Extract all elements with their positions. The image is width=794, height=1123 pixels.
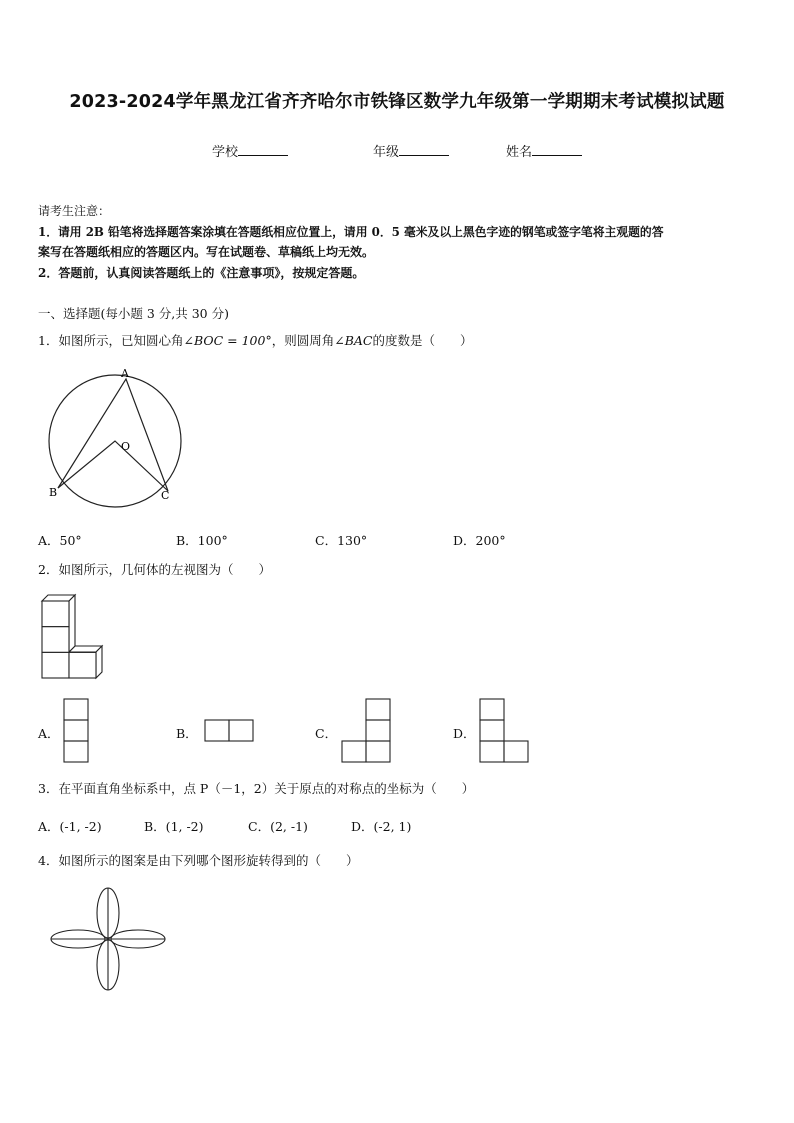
notice-line-2: 2．答题前，认真阅读答题纸上的《注意事项》，按规定答题。 — [38, 266, 365, 280]
question-2: 2．如图所示，几何体的左视图为（ ） — [38, 562, 271, 577]
question-4: 4．如图所示的图案是由下列哪个图形旋转得到的（ ） — [38, 853, 359, 868]
q1-angle-boc: ∠BOC = 100° — [183, 333, 272, 348]
name-label: 姓名 — [506, 145, 533, 160]
q1-prefix: 1．如图所示，已知圆心角 — [38, 333, 184, 348]
q1-label-b: B — [49, 486, 58, 499]
question-3: 3．在平面直角坐标系中，点 P（－1，2）关于原点的对称点的坐标为（ ） — [38, 781, 475, 796]
q3-option-b: B．(1, -2) — [144, 819, 204, 834]
q1-option-b: B．100° — [176, 533, 228, 548]
q1-label-c: C — [161, 489, 170, 502]
q1-label-a: A — [121, 367, 129, 380]
q2-option-b-label: B． — [176, 726, 198, 741]
q1-label-o: O — [121, 440, 131, 453]
notice-heading: 请考生注意： — [38, 204, 111, 218]
q2-option-c-label: C． — [315, 726, 338, 741]
q3-option-a: A．(-1, -2) — [38, 819, 102, 834]
q3-option-c: C．(2, -1) — [248, 819, 308, 834]
q1-angle-bac: ∠BAC — [334, 333, 373, 348]
notice-line-1: 1．请用 2B 铅笔将选择题答案涂填在答题纸相应位置上，请用 0．5 毫米及以上黑色字迹的钢笔或签字笔将主观题的答 — [38, 225, 664, 239]
notice-line-1b: 案写在答题纸相应的答题区内。写在试题卷、草稿纸上均无效。 — [38, 245, 375, 259]
q1-option-c: C．130° — [315, 533, 368, 548]
q1-option-d: D．200° — [453, 533, 506, 548]
q2-option-a-label: A． — [38, 726, 60, 741]
q2-option-d-label: D． — [453, 726, 476, 741]
q3-option-d: D．(-2, 1) — [351, 819, 412, 834]
q1-option-a: A．50° — [38, 533, 82, 548]
q1-mid: ，则圆周角 — [271, 333, 335, 348]
q1-suffix: 的度数是（ ） — [372, 333, 473, 348]
grade-label: 年级 — [373, 145, 400, 160]
school-label: 学校 — [212, 145, 239, 160]
section-heading: 一、选择题(每小题 3 分,共 30 分) — [38, 306, 229, 321]
page-title: 2023-2024学年黑龙江省齐齐哈尔市铁锋区数学九年级第一学期期末考试模拟试题 — [69, 92, 725, 112]
